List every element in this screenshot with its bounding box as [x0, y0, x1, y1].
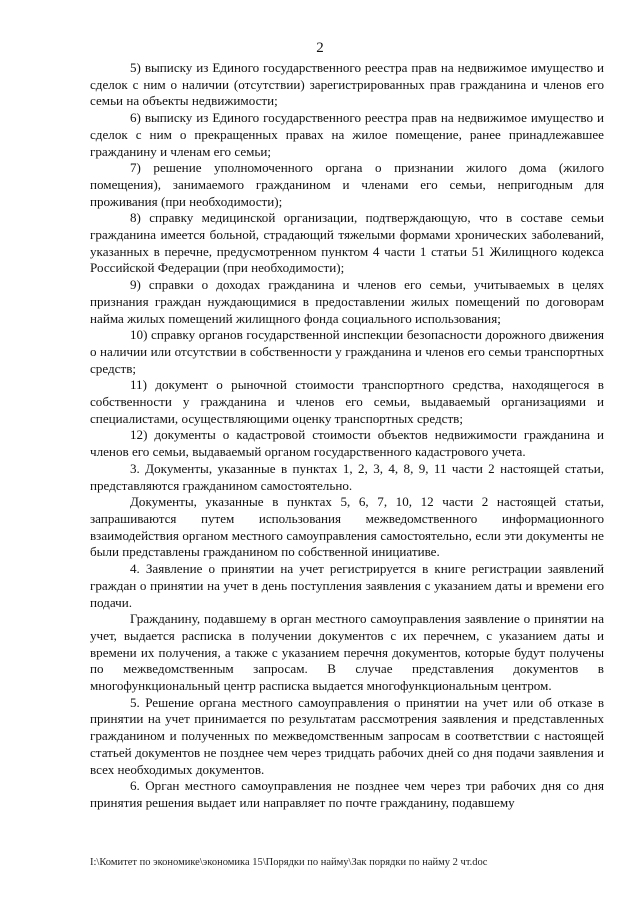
paragraph-section-4: 4. Заявление о принятии на учет регистрируется в книге регистрации заявлений граждан о принятии на учет в день поступления заявления с указанием даты и времени его подачи. [90, 561, 604, 610]
paragraph-item-7: 7) решение уполномоченного органа о признании жилого дома (жилого помещения), занимаемого гражданином и членами его семьи, непригодным для проживания (при необходимости); [90, 160, 604, 209]
paragraph-item-10: 10) справку органов государственной инспекции безопасности дорожного движения о наличии или отсутствии в собственности у гражданина и членов его семьи транспортных средств; [90, 327, 604, 376]
page-number: 2 [316, 40, 324, 56]
paragraph-item-9: 9) справки о доходах гражданина и членов его семьи, учитываемых в целях признания граждан нуждающимися в предоставлении жилых помещений по договорам найма жилых помещений жилищного фонда социального использования; [90, 277, 604, 326]
paragraph-item-11: 11) документ о рыночной стоимости транспортного средства, находящегося в собственности у гражданина и членов его семьи, выдаваемый организациями и специалистами, осуществляющими оценку транспортных средств; [90, 377, 604, 426]
paragraph-section-4-cont: Гражданину, подавшему в орган местного самоуправления заявление о принятии на учет, выдается расписка в получении документов с их перечнем, с указанием даты и времени их получения, а также с указанием перечня документов, которые будут получены по межведомственным запросам. В случае представления документов в многофункциональный центр расписка выдается многофункциональным центром. [90, 611, 604, 694]
paragraph-item-12: 12) документы о кадастровой стоимости объектов недвижимости гражданина и членов его семьи, выдаваемый органом государственного кадастрового учета. [90, 427, 604, 460]
paragraph-item-6: 6) выписку из Единого государственного реестра прав на недвижимое имущество и сделок с ним о прекращенных правах на жилое помещение, ранее принадлежавшее гражданину и членам его семьи; [90, 110, 604, 159]
paragraph-section-3-cont: Документы, указанные в пунктах 5, 6, 7, 10, 12 части 2 настоящей статьи, запрашиваются путем использования межведомственного информационного взаимодействия органом местного самоуправления самостоятельно, если эти документы не были представлены гражданином по собственной инициативе. [90, 494, 604, 560]
paragraph-section-6: 6. Орган местного самоуправления не позднее чем через три рабочих дня со дня принятия решения выдает или направляет по почте гражданину, подавшему [90, 778, 604, 810]
paragraph-section-3: 3. Документы, указанные в пунктах 1, 2, 3, 4, 8, 9, 11 части 2 настоящей статьи, представляются гражданином самостоятельно. [90, 460, 604, 493]
paragraph-item-5: 5) выписку из Единого государственного реестра прав на недвижимое имущество и сделок с ним о наличии (отсутствии) зарегистрированных прав гражданина и членов его семьи на объекты недвижимости; [90, 60, 604, 109]
document-body [90, 60, 604, 812]
paragraph-section-5: 5. Решение органа местного самоуправления о принятии на учет или об отказе в принятии на учет принимается по результатам рассмотрения заявления и представленных гражданином и полученных по межведомственным запросам в соответствии с настоящей статьей документов не позднее чем через тридцать рабочих дней со дня подачи заявления и всех необходимых документов. [90, 694, 604, 777]
footer-file-path: I:\Комитет по экономике\экономика 15\Порядки по найму\Зак порядки по найму 2 чт.doc [90, 857, 488, 868]
paragraph-item-8: 8) справку медицинской организации, подтверждающую, что в составе семьи гражданина имеется больной, страдающий тяжелыми формами хронических заболеваний, указанных в перечне, предусмотренном пунктом 4 части 1 статьи 51 Жилищного кодекса Российской Федерации (при необходимости); [90, 210, 604, 276]
